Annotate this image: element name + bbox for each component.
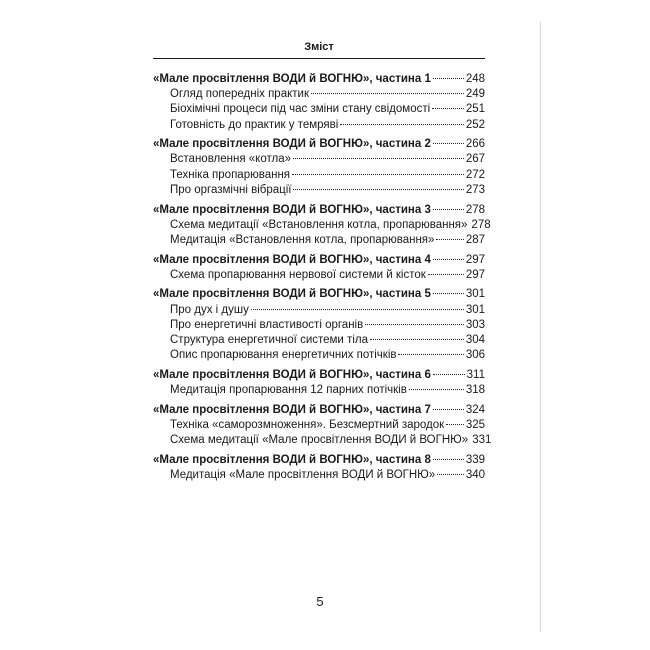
toc-header bbox=[153, 40, 485, 59]
toc-entry-page: 272 bbox=[465, 168, 485, 181]
toc-entry-title: Про дух і душу bbox=[170, 303, 249, 316]
toc-entry-title: «Мале просвітлення ВОДИ й ВОГНЮ», частина 7 bbox=[153, 403, 431, 416]
toc-entry-page: 252 bbox=[465, 118, 485, 131]
toc-entry-page: 278 bbox=[471, 218, 491, 231]
toc-section-entry bbox=[153, 137, 485, 152]
dot-leader bbox=[433, 259, 464, 260]
toc-subentry bbox=[153, 168, 485, 183]
toc-entry-title: Медитація «Мале просвітлення ВОДИ й ВОГНЮ» bbox=[170, 469, 436, 481]
toc-subentry bbox=[153, 348, 485, 363]
toc-subentry bbox=[153, 218, 491, 233]
toc-entry-page: 304 bbox=[465, 334, 485, 346]
toc-entry-title: Опис пропарювання енергетичних потічків bbox=[170, 349, 397, 362]
dot-leader bbox=[293, 189, 463, 190]
toc-entry-title: Медитація пропарювання 12 парних потічків bbox=[170, 384, 407, 397]
dot-leader bbox=[340, 124, 464, 125]
dot-leader bbox=[409, 389, 464, 390]
toc-entry-page: 324 bbox=[465, 403, 485, 416]
toc-entry-title: «Мале просвітлення ВОДИ й ВОГНЮ», частина 5 bbox=[153, 288, 431, 301]
toc-entry-title: Готовність до практик у темряві bbox=[170, 118, 339, 131]
toc-heading: Зміст bbox=[304, 41, 334, 53]
dot-leader bbox=[398, 354, 463, 355]
toc-entry-page: 318 bbox=[465, 384, 485, 397]
dot-leader bbox=[432, 108, 464, 109]
toc-subentry bbox=[153, 418, 485, 433]
toc-entry-title: Про оргазмічні вібрації bbox=[170, 183, 292, 196]
toc-entry-page: 306 bbox=[465, 349, 485, 362]
toc-entry-page: 301 bbox=[465, 303, 485, 316]
dot-leader bbox=[433, 459, 464, 460]
toc-subentry bbox=[153, 268, 485, 283]
toc-entry-title: Схема медитації «Встановлення котла, пропарювання» bbox=[170, 218, 468, 231]
page-number: 5 bbox=[316, 594, 324, 609]
toc-entry-page: 287 bbox=[465, 233, 485, 246]
dot-leader bbox=[446, 424, 464, 425]
dot-leader bbox=[311, 93, 464, 94]
toc-entry-title: «Мале просвітлення ВОДИ й ВОГНЮ», частина 6 bbox=[153, 368, 431, 381]
toc-entry-page: 278 bbox=[465, 203, 485, 216]
toc-entry-page: 301 bbox=[465, 288, 485, 301]
toc-entry-title: Про енергетичні властивості органів bbox=[170, 318, 364, 331]
toc-entry-page: 340 bbox=[465, 469, 485, 481]
toc-entry-title: Схема медитації «Мале просвітлення ВОДИ й ВОГНЮ» bbox=[170, 434, 469, 447]
toc-entry-title: Схема пропарювання нервової системи й кісток bbox=[170, 268, 426, 281]
toc-entry-page: 267 bbox=[465, 153, 485, 166]
toc-entry-title: «Мале просвітлення ВОДИ й ВОГНЮ», частина 2 bbox=[153, 138, 431, 151]
toc-section-entry bbox=[153, 203, 485, 218]
toc-entry-page: 266 bbox=[465, 138, 485, 151]
toc-subentry bbox=[153, 233, 485, 248]
dot-leader bbox=[292, 174, 464, 175]
dot-leader bbox=[365, 324, 464, 325]
toc-subentry bbox=[153, 318, 485, 333]
toc-entry-page: 249 bbox=[465, 88, 485, 101]
toc-entry-title: Техніка пропарювання bbox=[170, 168, 291, 181]
toc-subentry bbox=[153, 183, 485, 198]
dot-leader bbox=[433, 374, 465, 375]
toc-subentry bbox=[153, 87, 485, 102]
toc-entry-page: 297 bbox=[465, 253, 485, 266]
dot-leader bbox=[251, 309, 464, 310]
dot-leader bbox=[433, 293, 464, 294]
toc-subentry bbox=[153, 118, 485, 133]
toc-subentry bbox=[153, 383, 485, 398]
toc-section-entry bbox=[153, 253, 485, 268]
toc-section-entry bbox=[153, 287, 485, 302]
header-rule bbox=[153, 58, 485, 59]
dot-leader bbox=[370, 339, 464, 340]
toc-subentry bbox=[153, 468, 485, 483]
toc-entry-page: 297 bbox=[465, 268, 485, 281]
toc-section-entry bbox=[153, 453, 485, 468]
page-edge-divider bbox=[540, 22, 541, 632]
table-of-contents bbox=[153, 72, 492, 483]
toc-entry-title: Біохімічні процеси під час зміни стану свідомості bbox=[170, 103, 431, 116]
toc-entry-page: 311 bbox=[466, 368, 485, 381]
toc-entry-title: Огляд попередніх практик bbox=[170, 88, 309, 101]
toc-entry-page: 248 bbox=[465, 73, 485, 85]
toc-section-entry bbox=[153, 403, 485, 418]
dot-leader bbox=[433, 209, 464, 210]
toc-subentry bbox=[153, 303, 485, 318]
toc-entry-page: 251 bbox=[465, 103, 485, 116]
toc-entry-page: 303 bbox=[465, 318, 485, 331]
dot-leader bbox=[428, 274, 464, 275]
dot-leader bbox=[437, 474, 464, 475]
toc-section-entry bbox=[153, 72, 485, 87]
dot-leader bbox=[433, 409, 464, 410]
dot-leader bbox=[433, 143, 464, 144]
toc-entry-title: Структура енергетичної системи тіла bbox=[170, 334, 368, 346]
toc-entry-title: «Мале просвітлення ВОДИ й ВОГНЮ», частина 4 bbox=[153, 253, 431, 266]
dot-leader bbox=[433, 78, 464, 79]
dot-leader bbox=[436, 239, 463, 240]
toc-entry-page: 339 bbox=[465, 453, 485, 466]
dot-leader bbox=[293, 158, 464, 159]
toc-section-entry bbox=[153, 368, 485, 383]
toc-subentry bbox=[153, 102, 485, 117]
toc-entry-page: 273 bbox=[465, 183, 485, 196]
toc-subentry bbox=[153, 433, 492, 448]
toc-entry-title: «Мале просвітлення ВОДИ й ВОГНЮ», частина 8 bbox=[153, 453, 431, 466]
toc-subentry bbox=[153, 333, 485, 348]
toc-subentry bbox=[153, 152, 485, 167]
toc-entry-title: Медитація «Встановлення котла, пропарювання» bbox=[170, 233, 435, 246]
toc-entry-page: 331 bbox=[472, 434, 492, 447]
toc-entry-title: Встановлення «котла» bbox=[170, 153, 291, 166]
toc-entry-title: «Мале просвітлення ВОДИ й ВОГНЮ», частина 1 bbox=[153, 73, 431, 85]
toc-entry-title: Техніка «саморозмноження». Безсмертний зародок bbox=[170, 418, 445, 431]
toc-entry-page: 325 bbox=[465, 418, 485, 431]
toc-entry-title: «Мале просвітлення ВОДИ й ВОГНЮ», частина 3 bbox=[153, 203, 431, 216]
